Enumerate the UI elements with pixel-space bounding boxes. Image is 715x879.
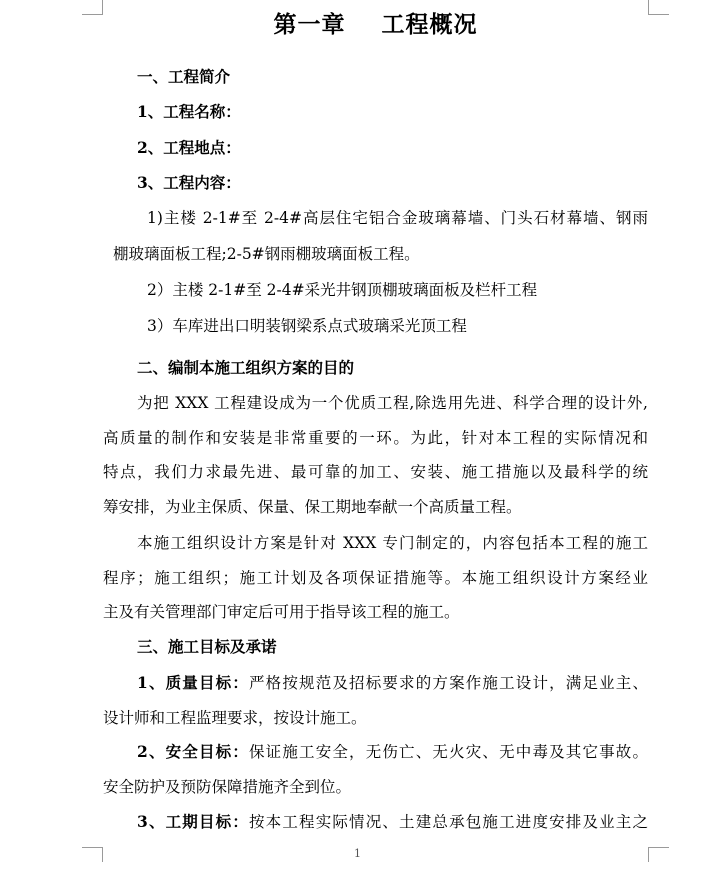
goal-label: 2、安全目标： (137, 742, 249, 761)
text-line: 1、工程名称： (137, 102, 241, 121)
text-line: 程序；施工组织；施工计划及各项保证措施等。本施工组织设计方案经业 (103, 569, 648, 587)
crop-mark-top-right (648, 0, 669, 15)
chapter-title: 第一章 工程概况 (273, 11, 478, 38)
text-line: 三、施工目标及承诺 (137, 637, 277, 656)
text-line: 本施工组织设计方案是针对 XXX 专门制定的，内容包括本工程的施工 (137, 534, 648, 552)
page-number: 1 (354, 847, 361, 860)
text-line: 2）主楼 2-1#至 2-4#采光井钢顶棚玻璃面板及栏杆工程 (147, 281, 538, 299)
crop-mark-top-left (82, 0, 103, 15)
text-line: 特点，我们力求最先进、最可靠的加工、安装、施工措施以及最科学的统 (103, 463, 648, 481)
text-line: 3、工程内容： (137, 173, 241, 192)
goal-text: 保证施工安全，无伤亡、无火灾、无中毒及其它事故。 (249, 743, 648, 761)
text-line (103, 741, 648, 763)
text-line: 高质量的制作和安装是非常重要的一环。为此，针对本工程的实际情况和 (103, 429, 648, 447)
text-line: 一、工程简介 (137, 67, 231, 86)
goal-text: 严格按规范及招标要求的方案作施工设计，满足业主、 (249, 674, 648, 692)
text-line: 安全防护及预防保障措施齐全到位。 (103, 778, 352, 796)
text-line: 2、工程地点： (137, 138, 241, 157)
text-line: 1)主楼 2-1#至 2-4#高层住宅铝合金玻璃幕墙、门头石材幕墙、钢雨 (147, 209, 648, 227)
text-line: 为把 XXX 工程建设成为一个优质工程,除选用先进、科学合理的设计外, (137, 394, 648, 412)
goal-text: 按本工程实际情况、土建总承包施工进度安排及业主之 (249, 813, 648, 831)
goal-label: 1、质量目标： (137, 673, 249, 692)
text-line: 设计师和工程监理要求，按设计施工。 (103, 709, 367, 727)
text-line: 筹安排，为业主保质、保量、保工期地奉献一个高质量工程。 (103, 498, 522, 516)
text-line (103, 672, 648, 694)
text-line (103, 811, 648, 833)
goal-label: 3、工期目标： (137, 812, 249, 831)
text-line: 二、编制本施工组织方案的目的 (137, 358, 355, 377)
text-line: 主及有关管理部门审定后可用于指导该工程的施工。 (103, 603, 460, 621)
text-line: 3）车库进出口明装钢梁系点式玻璃采光顶工程 (147, 317, 467, 335)
text-line: 棚玻璃面板工程;2-5#钢雨棚玻璃面板工程。 (113, 245, 420, 263)
